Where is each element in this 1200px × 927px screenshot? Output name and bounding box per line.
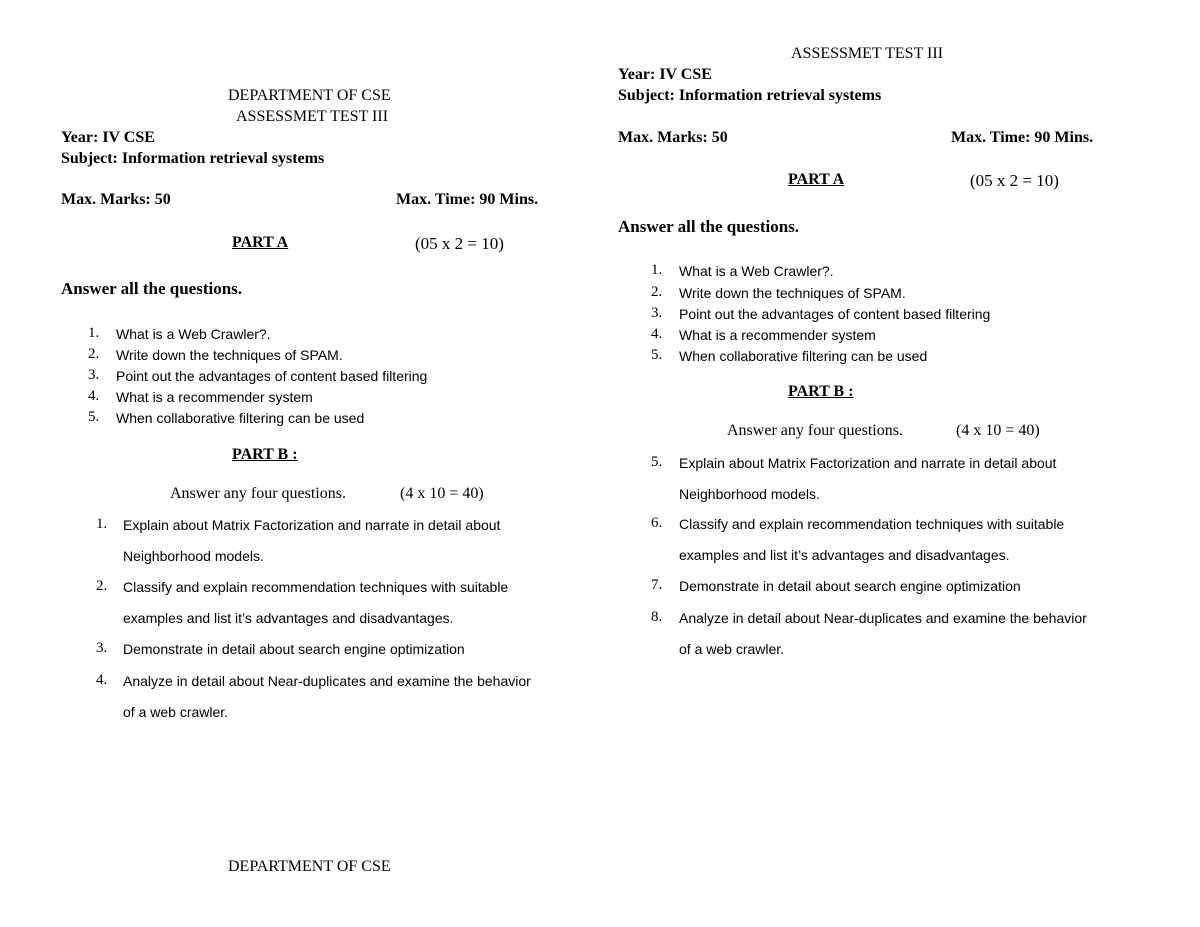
- list-item-number: 4.: [96, 672, 108, 688]
- left-year: Year: IV CSE: [61, 129, 155, 146]
- list-item: What is a recommender system: [679, 327, 876, 343]
- left-part-b-instruction: Answer any four questions.: [170, 485, 346, 502]
- list-item-number: 2.: [96, 578, 108, 594]
- list-item: Write down the techniques of SPAM.: [116, 347, 343, 363]
- right-part-b-label: PART B :: [788, 383, 854, 400]
- list-item: Explain about Matrix Factorization and narrate in detail about: [123, 517, 501, 533]
- right-part-a-instruction: Answer all the questions.: [618, 217, 800, 236]
- left-department-heading: DEPARTMENT OF CSE: [228, 87, 391, 104]
- list-item-number: 2.: [651, 284, 663, 300]
- list-item-number: 2.: [88, 346, 100, 362]
- list-item: Demonstrate in detail about search engine optimization: [679, 578, 1021, 594]
- left-part-b-label: PART B :: [232, 446, 298, 463]
- left-test-title: ASSESSMET TEST III: [236, 108, 389, 125]
- list-item-continuation: of a web crawler.: [679, 641, 785, 657]
- list-item: Analyze in detail about Near-duplicates and examine the behavior: [123, 673, 531, 689]
- list-item-number: 5.: [88, 409, 100, 425]
- list-item-number: 3.: [96, 640, 108, 656]
- list-item: Point out the advantages of content based filtering: [679, 306, 991, 322]
- list-item-number: 4.: [88, 388, 100, 404]
- list-item-number: 5.: [651, 347, 663, 363]
- right-part-a-marks: (05 x 2 = 10): [970, 171, 1059, 190]
- list-item-number: 1.: [88, 325, 100, 341]
- right-part-b-marks: (4 x 10 = 40): [956, 422, 1040, 439]
- left-part-a-label: PART A: [232, 234, 289, 251]
- list-item-number: 3.: [651, 305, 663, 321]
- list-item: Analyze in detail about Near-duplicates and examine the behavior: [679, 610, 1087, 626]
- left-part-a-instruction: Answer all the questions.: [61, 279, 243, 298]
- list-item: Explain about Matrix Factorization and narrate in detail about: [679, 455, 1057, 471]
- right-subject: Subject: Information retrieval systems: [618, 87, 882, 104]
- list-item-number: 7.: [651, 577, 663, 593]
- list-item: Classify and explain recommendation techniques with suitable: [123, 579, 509, 595]
- list-item: What is a recommender system: [116, 389, 313, 405]
- list-item: Point out the advantages of content based filtering: [116, 368, 428, 384]
- list-item: What is a Web Crawler?.: [116, 326, 271, 342]
- list-item: What is a Web Crawler?.: [679, 263, 834, 279]
- list-item-number: 1.: [651, 262, 663, 278]
- list-item-continuation: examples and list it’s advantages and disadvantages.: [123, 610, 454, 626]
- list-item: When collaborative filtering can be used: [116, 410, 365, 426]
- list-item-continuation: of a web crawler.: [123, 704, 229, 720]
- right-test-title: ASSESSMET TEST III: [791, 45, 944, 62]
- right-max-marks: Max. Marks: 50: [618, 129, 728, 146]
- left-subject: Subject: Information retrieval systems: [61, 150, 325, 167]
- list-item-continuation: Neighborhood models.: [679, 486, 820, 502]
- list-item-number: 3.: [88, 367, 100, 383]
- left-max-marks: Max. Marks: 50: [61, 191, 171, 208]
- left-part-a-marks: (05 x 2 = 10): [415, 234, 504, 253]
- list-item-number: 8.: [651, 609, 663, 625]
- list-item: When collaborative filtering can be used: [679, 348, 928, 364]
- list-item: Demonstrate in detail about search engine optimization: [123, 641, 465, 657]
- list-item-number: 6.: [651, 515, 663, 531]
- list-item-number: 4.: [651, 326, 663, 342]
- left-part-b-marks: (4 x 10 = 40): [400, 485, 484, 502]
- right-part-a-label: PART A: [788, 171, 845, 188]
- list-item-number: 1.: [96, 516, 108, 532]
- list-item-continuation: examples and list it’s advantages and disadvantages.: [679, 547, 1010, 563]
- left-max-time: Max. Time: 90 Mins.: [396, 191, 539, 208]
- list-item: Classify and explain recommendation techniques with suitable: [679, 516, 1065, 532]
- list-item-continuation: Neighborhood models.: [123, 548, 264, 564]
- list-item: Write down the techniques of SPAM.: [679, 285, 906, 301]
- right-part-b-instruction: Answer any four questions.: [727, 422, 903, 439]
- list-item-number: 5.: [651, 454, 663, 470]
- left-footer-department: DEPARTMENT OF CSE: [228, 858, 391, 875]
- right-max-time: Max. Time: 90 Mins.: [951, 129, 1094, 146]
- right-year: Year: IV CSE: [618, 66, 712, 83]
